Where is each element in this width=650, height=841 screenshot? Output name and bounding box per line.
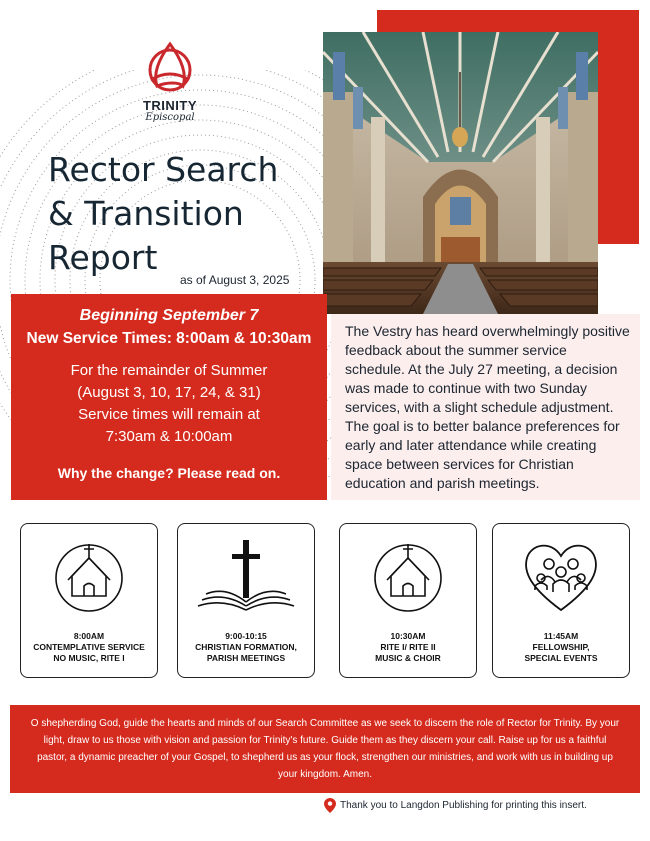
chapel-icon: [54, 536, 124, 616]
summer-line-1: For the remainder of Summer: [70, 362, 268, 379]
thanks-text: Thank you to Langdon Publishing for printing this insert.: [340, 800, 587, 811]
cross-book-icon: [196, 536, 296, 616]
schedule-line-2: PARISH MEETINGS: [206, 653, 286, 663]
heart-people-icon: [521, 536, 601, 616]
new-service-times: New Service Times: 8:00am & 10:30am: [26, 330, 312, 347]
vestry-explanation: The Vestry has heard overwhelmingly positive feedback about the summer service schedule. At the July 27 meeting, a decision was made to continue with two Sunday services, with a slight schedule adjustment. The goal is to better balance preferences for early and later attendance while creating space between services for Christian education and parish meetings.: [331, 314, 640, 500]
schedule-line-2: MUSIC & CHOIR: [375, 653, 441, 663]
schedule-line-1: CONTEMPLATIVE SERVICE: [33, 642, 145, 652]
chapel-icon: [373, 536, 443, 616]
schedule-card-0800: [20, 523, 158, 678]
schedule-line-2: NO MUSIC, RITE I: [53, 653, 125, 663]
schedule-card-1145: [492, 523, 630, 678]
schedule-text: [493, 631, 629, 664]
title-line-3: Report: [48, 238, 158, 277]
church-interior-image: [323, 32, 598, 314]
schedule-time: 9:00-10:15: [225, 631, 267, 641]
logo-subtitle: Episcopal: [145, 112, 195, 123]
schedule-text: [340, 631, 476, 664]
title-line-1: Rector Search: [48, 150, 279, 189]
trinity-logo: [130, 40, 210, 123]
summer-line-4: 7:30am & 10:00am: [105, 428, 233, 445]
title-line-2: & Transition: [48, 194, 244, 233]
printing-thanks: [324, 798, 624, 813]
why-change-note: Why the change? Please read on.: [57, 465, 281, 481]
church-interior-photo: [323, 32, 598, 314]
schedule-time: 10:30AM: [390, 631, 426, 641]
location-pin-icon: [324, 798, 336, 813]
schedule-card-1030: [339, 523, 477, 678]
schedule-card-0900: [177, 523, 315, 678]
schedule-time: 8:00AM: [73, 631, 105, 641]
search-committee-prayer: O shepherding God, guide the hearts and minds of our Search Committee as we seek to discern the role of Rector for Trinity. By your light, draw to us those with vision and passion for Trinity's future. Guide them as they discern your call. Raise up for us a faithful pastor, a dynamic preacher of your Gospel, to shepherd us as your flock, strengthen our ministries, and work with us in building up your kingdom. Amen.: [10, 705, 640, 793]
triquetra-icon: [143, 40, 197, 96]
schedule-text: [21, 631, 157, 664]
schedule-time: 11:45AM: [543, 631, 579, 641]
schedule-line-2: SPECIAL EVENTS: [524, 653, 598, 663]
schedule-line-1: FELLOWSHIP,: [532, 642, 590, 652]
page-title: [48, 148, 318, 280]
summer-line-2: (August 3, 10, 17, 24, & 31): [77, 384, 261, 401]
schedule-text: [178, 631, 314, 664]
logo-name: TRINITY: [142, 98, 198, 113]
service-times-announcement: [11, 294, 327, 500]
summer-times-note: [11, 360, 327, 448]
summer-line-3: Service times will remain at: [78, 406, 260, 423]
schedule-line-1: CHRISTIAN FORMATION,: [195, 642, 297, 652]
schedule-line-1: RITE I/ RITE II: [380, 642, 436, 652]
announcement-heading: Beginning September 7: [79, 307, 259, 324]
as-of-date: as of August 3, 2025: [180, 273, 290, 287]
schedule-cards: [20, 523, 630, 678]
